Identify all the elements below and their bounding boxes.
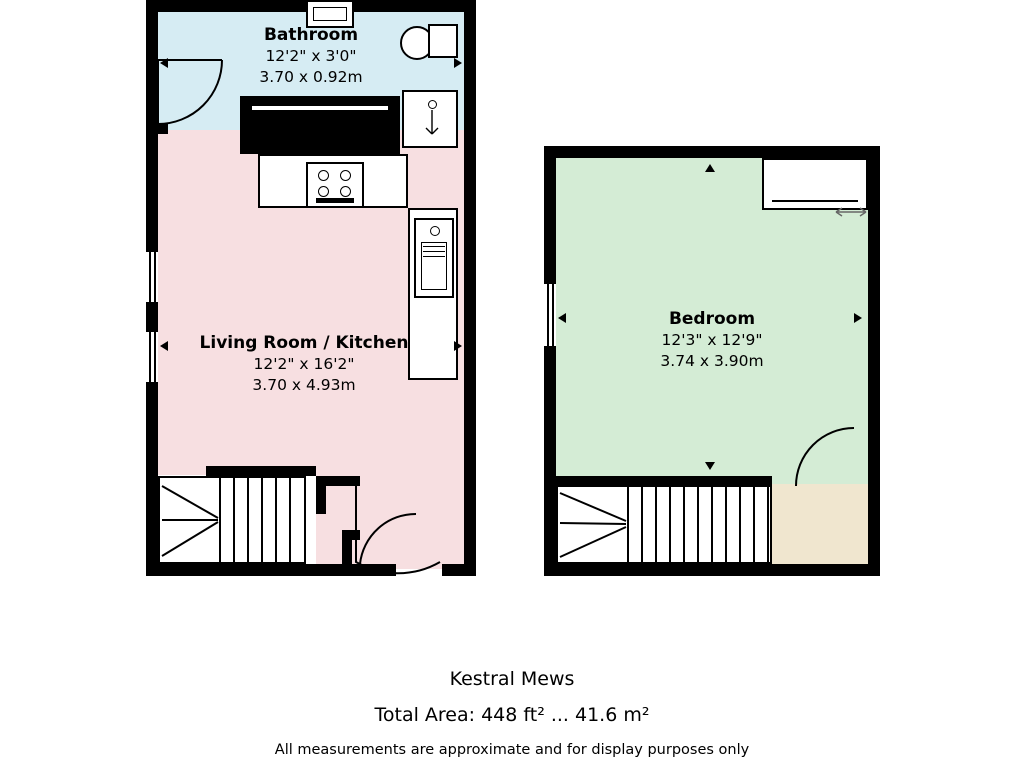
wall-hall-divider-right [316, 476, 326, 514]
window-left-upper [146, 250, 158, 304]
wall-right [464, 0, 476, 576]
staircase-left [158, 476, 306, 564]
wall-hall-divider [206, 466, 316, 476]
landing-fill [772, 484, 868, 564]
bedroom-name: Bedroom [668, 309, 756, 329]
label-bedroom [556, 308, 868, 371]
wall-right-right-plan [868, 146, 880, 576]
wardrobe-fixture [762, 158, 868, 210]
wall-bottom-right [442, 564, 476, 576]
direction-arrow-bedroom-bottom [705, 462, 715, 470]
wardrobe-width-arrow-icon [834, 204, 868, 220]
cooker-hob-fixture [306, 162, 364, 208]
kitchen-counter-dark [240, 96, 400, 154]
living-kitchen-name: Living Room / Kitchen [199, 333, 409, 353]
kitchen-sink-fixture [414, 218, 454, 298]
wall-top-right-plan [544, 146, 880, 158]
wall-left-right-plan [544, 146, 556, 576]
door-swing-entry [360, 514, 440, 566]
wall-landing-divider [556, 476, 772, 485]
staircase-right [556, 485, 772, 564]
property-title: Kestral Mews [449, 668, 575, 690]
shower-tray-fixture [402, 90, 458, 148]
label-living-kitchen [151, 332, 457, 395]
disclaimer-text: All measurements are approximate and for display purposes only [274, 742, 750, 758]
living-kitchen-dim-metric: 3.70 x 4.93m [252, 375, 356, 394]
bathroom-dim-metric: 3.70 x 0.92m [259, 67, 363, 86]
door-swing-bedroom [794, 428, 872, 488]
bathroom-name: Bathroom [263, 25, 359, 45]
bathroom-dim-imperial: 12'2" x 3'0" [265, 47, 357, 66]
window-bedroom-left [544, 282, 556, 348]
wall-hall-stub-lower2 [342, 530, 352, 564]
total-area-text: Total Area: 448 ft² ... 41.6 m² [374, 704, 650, 726]
bedroom-dim-metric: 3.74 x 3.90m [660, 351, 764, 370]
direction-arrow-bedroom-top [705, 164, 715, 172]
wall-bottom-right-plan [544, 564, 880, 576]
living-kitchen-dim-imperial: 12'2" x 16'2" [253, 355, 355, 374]
bedroom-dim-imperial: 12'3" x 12'9" [661, 331, 763, 350]
label-bathroom [158, 24, 464, 87]
